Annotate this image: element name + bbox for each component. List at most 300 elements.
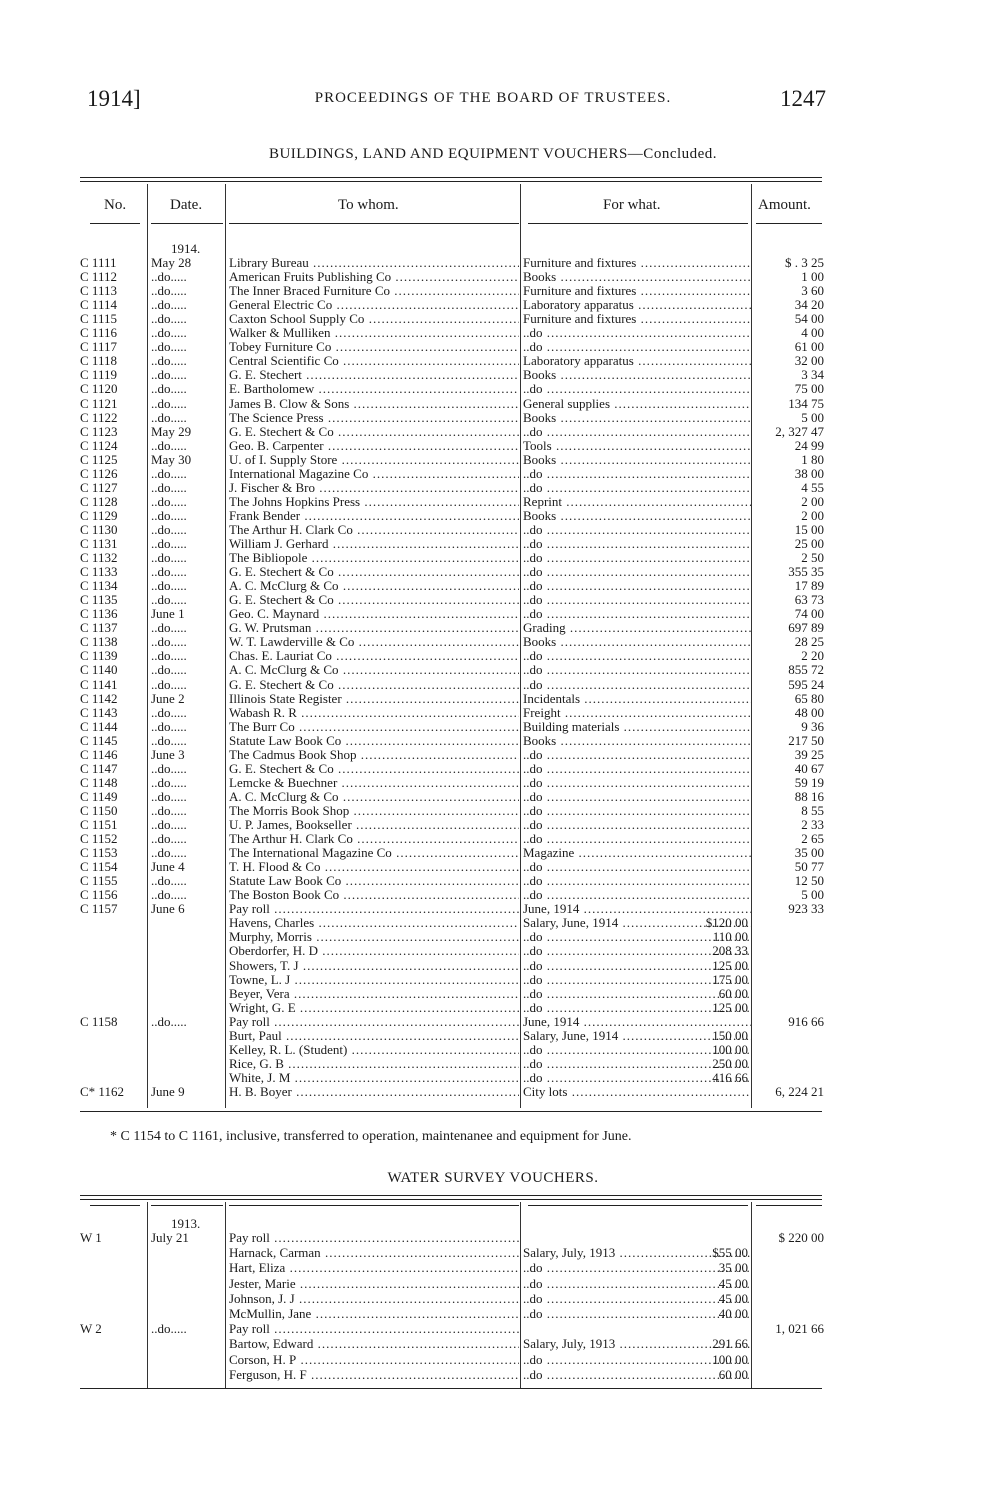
voucher-date: ..do..... [151,832,187,847]
voucher-number: C 1130 [80,521,118,537]
purpose: ..do ..... [523,874,751,888]
table-row [0,790,986,804]
purpose: ..do ..... [523,1057,751,1071]
voucher-number: C 1126 [80,465,118,481]
voucher-number: C 1155 [80,873,118,889]
voucher-date: ..do..... [151,382,187,397]
table-row [0,663,986,677]
purpose: ..do ..... [523,1292,751,1306]
purpose: ..do ..... [523,818,751,832]
sub-amount: 45 00 [718,1275,748,1291]
payee: Ferguson, H. F ..... [229,1368,519,1382]
voucher-date: ..do..... [151,846,187,861]
voucher-number: C 1131 [80,536,118,551]
voucher-number: C 1152 [80,831,118,847]
purpose: Salary, July, 1913 ..... [523,1337,751,1351]
voucher-date: ..do..... [151,621,187,636]
header-underline [90,223,140,224]
amount: 355 35 [788,564,824,580]
voucher-number: C 1157 [80,901,118,917]
purpose: Books ..... [523,734,751,748]
header-underline [756,223,822,224]
payee: A. C. McClurg & Co ..... [229,579,519,593]
voucher-date: ..do..... [151,494,187,509]
purpose: Laboratory apparatus ..... [523,354,751,368]
table-year: 1914. [171,241,201,256]
voucher-date: June 3 [151,747,185,762]
payee: G. E. Stechert & Co ..... [229,593,519,607]
col-header-date: Date. [170,197,203,213]
voucher-date: June 2 [151,691,185,706]
table-row [0,284,986,298]
purpose: ..do ..... [523,1001,751,1015]
table-row [0,1292,986,1306]
voucher-date: ..do..... [151,663,187,678]
col-header-whom: To whom. [338,197,399,213]
sub-amount: 100 00 [712,1041,748,1057]
table-row [0,874,986,888]
amount: 6, 224 21 [775,1083,824,1099]
amount: 2 33 [801,817,824,832]
voucher-number: C 1121 [80,395,118,411]
table-bottom-rule [80,1111,822,1112]
voucher-number: C 1134 [80,578,118,594]
voucher-date: June 4 [151,860,185,875]
table-row [0,973,986,987]
voucher-number: C 1147 [80,760,118,776]
table-row [0,368,986,382]
sub-amount: 100 00 [712,1351,748,1367]
sub-amount: 150 00 [712,1027,748,1043]
payee: Hart, Eliza ..... [229,1261,519,1275]
purpose: ..do ..... [523,888,751,902]
payee: Caxton School Supply Co ..... [229,312,519,326]
table-row [0,467,986,481]
amount: 5 00 [801,409,824,425]
table-row [0,453,986,467]
table-row [0,1001,986,1015]
table-row [0,1231,986,1245]
payee: Illinois State Register ..... [229,692,519,706]
amount: 54 00 [794,311,824,327]
purpose: ..do ..... [523,973,751,987]
payee: Frank Bender ..... [229,509,519,523]
payee: Central Scientific Co ..... [229,354,519,368]
purpose: ..do ..... [523,1043,751,1057]
amount: 3 34 [801,367,824,383]
amount: 12 50 [794,873,824,889]
voucher-date: ..do..... [151,733,187,748]
voucher-number: C 1139 [80,648,118,664]
voucher-number: C 1148 [80,774,118,790]
purpose: Freight ..... [523,706,751,720]
table-row [0,1057,986,1071]
voucher-number: C 1145 [80,732,118,748]
voucher-date: ..do..... [151,480,187,495]
payee: G. E. Stechert ..... [229,368,519,382]
voucher-date: ..do..... [151,1322,187,1337]
sub-amount: 250 00 [712,1055,748,1071]
col-header-what: For what. [603,197,661,213]
sub-amount: 291 66 [712,1336,748,1352]
sub-amount: 40 00 [718,1306,748,1321]
voucher-number: C 1115 [80,311,117,327]
header-underline [528,1205,748,1206]
amount: 2 20 [801,648,824,664]
purpose: Incidentals ..... [523,692,751,706]
table-row [0,621,986,635]
table-row [0,720,986,734]
table-rule [80,177,822,178]
purpose: ..do ..... [523,790,751,804]
voucher-date: June 1 [151,607,185,622]
page-number: 1247 [780,86,826,111]
table-row [0,439,986,453]
amount: 1, 021 66 [775,1321,824,1337]
purpose: ..do ..... [523,340,751,354]
voucher-date: ..do..... [151,719,187,734]
voucher-date: ..do..... [151,284,187,299]
purpose: Salary, July, 1913 ..... [523,1246,751,1260]
payee: Lemcke & Buechner ..... [229,776,519,790]
table-row [0,930,986,944]
table-row [0,987,986,1001]
payee: The Inner Braced Furniture Co ..... [229,284,519,298]
purpose: ..do ..... [523,326,751,340]
section-title-buildings: BUILDINGS, LAND AND EQUIPMENT VOUCHERS—Concluded. [268,146,718,162]
payee: W. T. Lawderville & Co ..... [229,635,519,649]
payee: General Electric Co ..... [229,298,519,312]
amount: 50 77 [794,859,824,875]
purpose: ..do ..... [523,930,751,944]
voucher-date: ..do..... [151,579,187,594]
voucher-date: ..do..... [151,312,187,327]
voucher-date: June 9 [151,1084,185,1099]
purpose: ..do ..... [523,663,751,677]
voucher-number: C 1128 [80,493,118,509]
payee: The Burr Co ..... [229,720,519,734]
purpose: ..do ..... [523,1368,751,1382]
purpose: Salary, June, 1914 ..... [523,916,751,930]
table-rule [80,1199,822,1200]
payee: Wright, G. E ..... [229,1001,519,1015]
amount: 3 60 [801,283,824,299]
amount: 2 65 [801,831,824,847]
payee: The Arthur H. Clark Co ..... [229,523,519,537]
voucher-date: ..do..... [151,340,187,355]
payee: Showers, T. J ..... [229,959,519,973]
voucher-date: ..do..... [151,593,187,608]
table-row [0,509,986,523]
table-row [0,959,986,973]
table-row [0,256,986,270]
table-row [0,607,986,621]
amount: 88 16 [794,788,824,804]
payee: The Cadmus Book Shop ..... [229,748,519,762]
amount: 17 89 [794,578,824,594]
voucher-number: C 1124 [80,437,118,453]
voucher-number: C 1129 [80,507,118,523]
amount: 39 25 [794,746,824,762]
table-row [0,312,986,326]
payee: Library Bureau ..... [229,256,519,270]
voucher-date: May 28 [151,256,192,270]
purpose: Furniture and fixtures ..... [523,312,751,326]
header-underline [151,223,223,224]
voucher-date: ..do..... [151,508,187,523]
table-row [0,411,986,425]
voucher-number: C 1149 [80,788,118,804]
table-row [0,298,986,312]
table-row [0,1337,986,1351]
voucher-number: W 1 [80,1230,102,1245]
voucher-number: C 1111 [80,255,117,270]
voucher-date: ..do..... [151,789,187,804]
payee: Harnack, Carman ..... [229,1246,519,1260]
voucher-date: June 6 [151,902,185,917]
amount: 4 55 [801,479,824,495]
table-row [0,565,986,579]
purpose: ..do ..... [523,551,751,565]
purpose: ..do ..... [523,593,751,607]
voucher-number: C 1153 [80,845,118,861]
table-row [0,888,986,902]
amount: 1 00 [801,269,824,285]
payee: Pay roll ..... [229,1231,519,1245]
amount: 2 00 [801,493,824,509]
amount: 65 80 [794,690,824,706]
table-row [0,425,986,439]
payee: Jester, Marie ..... [229,1277,519,1291]
voucher-date: ..do..... [151,761,187,776]
purpose: ..do ..... [523,467,751,481]
header-year: 1914] [87,86,141,111]
payee: Murphy, Morris ..... [229,930,519,944]
purpose: ..do ..... [523,1277,751,1291]
voucher-number: C 1120 [80,381,118,397]
payee: T. H. Flood & Co ..... [229,860,519,874]
voucher-number: C 1118 [80,353,117,369]
table-row [0,692,986,706]
payee: International Magazine Co ..... [229,467,519,481]
table-row [0,340,986,354]
table-row [0,1322,986,1336]
purpose: Magazine ..... [523,846,751,860]
sub-amount: 125 00 [712,957,748,973]
payee: Geo. B. Carpenter ..... [229,439,519,453]
voucher-number: C 1125 [80,451,118,467]
voucher-number: C 1135 [80,592,118,608]
voucher-date: ..do..... [151,522,187,537]
purpose: Furniture and fixtures ..... [523,284,751,298]
payee: The Arthur H. Clark Co ..... [229,832,519,846]
voucher-number: W 2 [80,1321,102,1337]
amount: 4 00 [801,325,824,341]
table-row [0,1261,986,1275]
table-row [0,916,986,930]
voucher-date: ..do..... [151,635,187,650]
voucher-number: C 1112 [80,269,117,285]
amount: 923 33 [788,901,824,917]
payee: Havens, Charles ..... [229,916,519,930]
amount: 35 00 [794,845,824,861]
payee: Geo. C. Maynard ..... [229,607,519,621]
amount: 1 80 [801,451,824,467]
table-row [0,354,986,368]
payee: A. C. McClurg & Co ..... [229,663,519,677]
purpose: ..do ..... [523,748,751,762]
amount: 2 50 [801,550,824,566]
payee: Beyer, Vera ..... [229,987,519,1001]
payee: The Science Press ..... [229,411,519,425]
footnote: * C 1154 to C 1161, inclusive, transferred to operation, maintenanee and equipment for June. [110,1129,632,1144]
voucher-number: C 1117 [80,339,117,355]
amount: $ . 3 25 [785,255,824,270]
voucher-number: C 1116 [80,325,117,341]
payee: Corson, H. P ..... [229,1353,519,1367]
table-row [0,481,986,495]
payee: Pay roll ..... [229,902,519,916]
col-header-no: No. [104,197,127,213]
purpose: Books ..... [523,270,751,284]
purpose: Books ..... [523,368,751,382]
sub-amount: 110 00 [712,929,748,945]
voucher-date: ..do..... [151,818,187,832]
amount: 40 67 [794,760,824,776]
table-row [0,1015,986,1029]
table-row [0,1043,986,1057]
table-row [0,1368,986,1382]
table-row [0,748,986,762]
table-row [0,635,986,649]
payee: Statute Law Book Co ..... [229,734,519,748]
amount: 8 55 [801,802,824,818]
payee: James B. Clow & Sons ..... [229,397,519,411]
voucher-number: C 1136 [80,606,118,622]
amount: 697 89 [788,620,824,636]
voucher-number: C 1114 [80,297,117,313]
purpose: Books ..... [523,453,751,467]
table-row [0,495,986,509]
purpose: Tools ..... [523,439,751,453]
table-row [0,944,986,958]
purpose: ..do ..... [523,1307,751,1321]
voucher-number: C 1141 [80,676,118,692]
sub-amount: 45 00 [718,1290,748,1306]
table-row [0,706,986,720]
table-row [0,1246,986,1260]
table-row [0,902,986,916]
amount: 59 19 [794,774,824,790]
voucher-date: ..do..... [151,537,187,551]
voucher-number: C 1146 [80,746,118,762]
table-row [0,523,986,537]
payee: Johnson, J. J ..... [229,1292,519,1306]
voucher-date: ..do..... [151,565,187,580]
payee: Burt, Paul ..... [229,1029,519,1043]
payee: A. C. McClurg & Co ..... [229,790,519,804]
voucher-number: C 1142 [80,690,118,706]
voucher-number: C 1137 [80,620,118,636]
payee: White, J. M ..... [229,1071,519,1085]
payee: The Johns Hopkins Press ..... [229,495,519,509]
purpose: ..do ..... [523,987,751,1001]
purpose: ..do ..... [523,481,751,495]
voucher-date: ..do..... [151,775,187,790]
table-row [0,382,986,396]
voucher-date: ..do..... [151,270,187,285]
payee: J. Fischer & Bro ..... [229,481,519,495]
voucher-date: ..do..... [151,298,187,313]
purpose: Salary, June, 1914 ..... [523,1029,751,1043]
table-row [0,649,986,663]
payee: The Boston Book Co ..... [229,888,519,902]
voucher-date: ..do..... [151,888,187,903]
voucher-number: C 1154 [80,859,118,875]
voucher-date: ..do..... [151,326,187,341]
voucher-date: May 30 [151,452,192,467]
amount: 28 25 [794,634,824,650]
table-row [0,1071,986,1085]
table-year: 1913. [171,1216,201,1231]
sub-amount: $55 00 [712,1245,748,1261]
voucher-date: ..do..... [151,677,187,692]
sub-amount: 416 66 [712,1069,748,1085]
table-row [0,1029,986,1043]
purpose: June, 1914 ..... [523,902,751,916]
header-underline [229,1205,519,1206]
voucher-date: ..do..... [151,705,187,720]
payee: G. E. Stechert & Co ..... [229,425,519,439]
amount: 24 99 [794,437,824,453]
amount: 5 00 [801,887,824,903]
voucher-number: C 1138 [80,634,118,650]
sub-amount: 60 00 [718,1366,748,1382]
purpose: ..do ..... [523,944,751,958]
amount: 855 72 [788,662,824,678]
payee: G. E. Stechert & Co ..... [229,678,519,692]
header-underline [90,1205,140,1206]
amount: 38 00 [794,465,824,481]
voucher-date: ..do..... [151,438,187,453]
header-underline [756,1205,822,1206]
purpose: ..do ..... [523,776,751,790]
voucher-date: ..do..... [151,874,187,889]
voucher-number: C 1151 [80,817,118,832]
table-row [0,804,986,818]
payee: Pay roll ..... [229,1015,519,1029]
table-row [0,579,986,593]
purpose: ..do ..... [523,537,751,551]
payee: Walker & Mulliken ..... [229,326,519,340]
payee: Pay roll ..... [229,1322,519,1336]
table-row [0,846,986,860]
payee: Rice, G. B ..... [229,1057,519,1071]
payee: G. E. Stechert & Co ..... [229,565,519,579]
header-underline [229,223,519,224]
table-row [0,776,986,790]
amount: 34 20 [794,297,824,313]
payee: Tobey Furniture Co ..... [229,340,519,354]
payee: E. Bartholomew ..... [229,382,519,396]
table-row [0,678,986,692]
page-header-title: PROCEEDINGS OF THE BOARD OF TRUSTEES. [314,90,672,106]
table-row [0,832,986,846]
amount: 217 50 [788,732,824,748]
purpose: Laboratory apparatus ..... [523,298,751,312]
purpose: Furniture and fixtures ..... [523,256,751,270]
amount: 9 36 [801,718,824,734]
